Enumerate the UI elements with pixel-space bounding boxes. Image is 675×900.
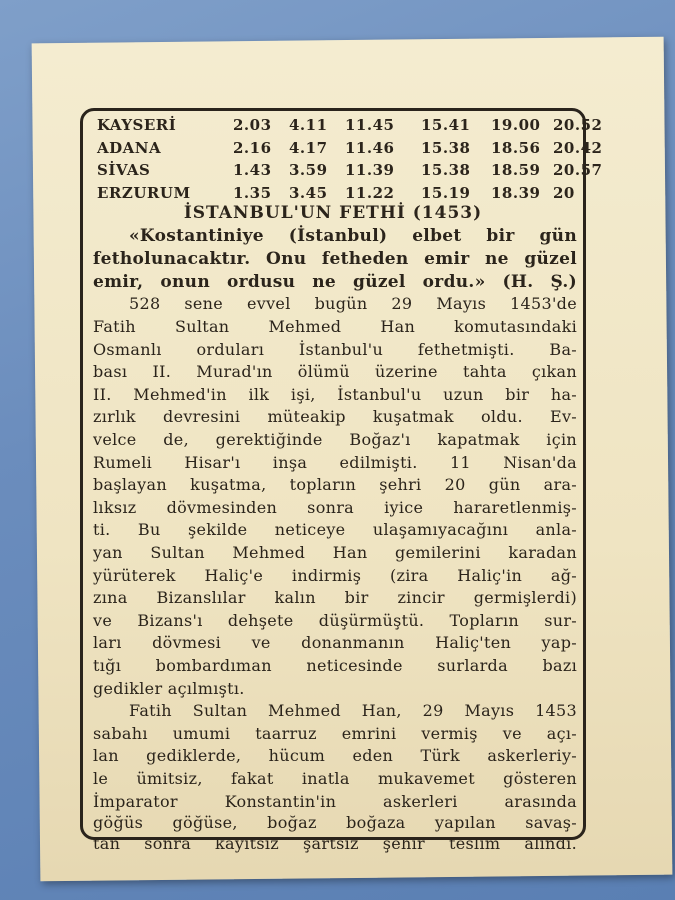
prayer-times-row [97, 161, 603, 181]
prayer-time: 4.17 [289, 138, 328, 157]
body-line: velce de, gerektiğinde Boğaz'ı kapatmak için [93, 430, 577, 449]
prayer-time: 20.57 [553, 161, 603, 179]
body-line: İmparator Konstantin'in askerleri arasında [93, 791, 577, 811]
body-line: bası II. Murad'ın ölümü üzerine tahta çıkan [93, 362, 577, 382]
body-line: ları dövmesi ve donanmanın Haliç'ten yap- [93, 633, 577, 653]
quote-line: emir, onun ordusu ne güzel ordu.» (H. Ş.) [93, 271, 577, 292]
city-name: SİVAS [97, 161, 151, 179]
prayer-time: 11.45 [345, 116, 395, 134]
prayer-time: 3.45 [289, 183, 328, 202]
prayer-time: 3.59 [289, 161, 328, 179]
body-line: göğüs göğüse, boğaz boğaza yapılan savaş- [93, 812, 577, 832]
body-line: yan Sultan Mehmed Han gemilerini karadan [93, 543, 577, 562]
body-line: lıksız dövmesinden sonra iyice hararetlenmiş- [93, 497, 577, 517]
prayer-time: 1.35 [233, 183, 272, 202]
body-line: Osmanlı orduları İstanbul'u fethetmişti. Ba- [93, 339, 577, 359]
prayer-time: 18.56 [491, 138, 541, 157]
body-line: le ümitsiz, fakat inatla mukavemet gösteren [93, 769, 577, 788]
prayer-times-row [97, 138, 603, 159]
prayer-time: 11.22 [345, 183, 395, 202]
prayer-time: 1.43 [233, 161, 272, 179]
body-line: zına Bizanslılar kalın bir zincir germişlerdi) [93, 588, 577, 608]
body-line: tığı bombardıman neticesinde surlarda bazı [93, 656, 577, 675]
prayer-times-row [97, 184, 579, 204]
body-line: sabahı umumi taarruz emrini vermiş ve açı- [93, 723, 577, 743]
body-line: zırlık devresini müteakip kuşatmak oldu. Ev- [93, 407, 577, 427]
quote-line: fetholunacaktır. Onu fetheden emir ne güzel [93, 248, 577, 269]
body-line: ve Bizans'ı dehşete düşürmüştü. Topların sur- [93, 610, 577, 630]
body-line: ti. Bu şekilde neticeye ulaşamıyacağını anla- [93, 520, 577, 540]
prayer-time: 15.38 [421, 138, 471, 157]
city-name: ERZURUM [97, 183, 191, 202]
prayer-time: 18.39 [491, 183, 541, 202]
prayer-time: 20.42 [553, 138, 603, 157]
prayer-time: 15.19 [421, 183, 471, 202]
body-line: II. Mehmed'in ilk işi, İstanbul'u uzun bir ha- [93, 384, 577, 404]
city-name: ADANA [97, 138, 162, 157]
body-line: yürüterek Haliç'e indirmiş (zira Haliç'in ağ- [93, 565, 577, 585]
prayer-time: 15.38 [421, 161, 471, 179]
prayer-time: 18.59 [491, 161, 541, 179]
body-line: lan gediklerde, hücum eden Türk askerleriy- [93, 746, 577, 766]
body-line: gedikler açılmıştı. [93, 678, 245, 698]
prayer-time: 19.00 [491, 116, 541, 134]
body-line: tan sonra kayıtsız şartsız şehir teslim alındı. [93, 833, 577, 853]
prayer-time: 11.39 [345, 161, 395, 179]
body-line: başlayan kuşatma, topların şehri 20 gün ara- [93, 475, 577, 495]
prayer-time: 2.16 [233, 138, 272, 157]
city-name: KAYSERİ [97, 116, 177, 134]
text-frame [80, 108, 603, 853]
article-title: İSTANBUL'UN FETHİ (1453) [183, 203, 483, 223]
prayer-time: 15.41 [421, 116, 471, 134]
prayer-time: 20 [553, 183, 575, 202]
body-line: Fatih Sultan Mehmed Han, 29 Mayıs 1453 [129, 701, 577, 721]
prayer-times-row [97, 116, 603, 136]
prayer-time: 20.52 [553, 116, 603, 134]
prayer-time: 11.46 [345, 138, 395, 157]
quote-line: «Kostantiniye (İstanbul) elbet bir gün [129, 226, 577, 246]
body-line: 528 sene evvel bugün 29 Mayıs 1453'de [129, 294, 577, 314]
body-line: Fatih Sultan Mehmed Han komutasındaki [93, 317, 577, 336]
prayer-time: 2.03 [233, 116, 272, 134]
body-line: Rumeli Hisar'ı inşa edilmişti. 11 Nisan'da [93, 452, 577, 472]
prayer-time: 4.11 [289, 116, 328, 134]
